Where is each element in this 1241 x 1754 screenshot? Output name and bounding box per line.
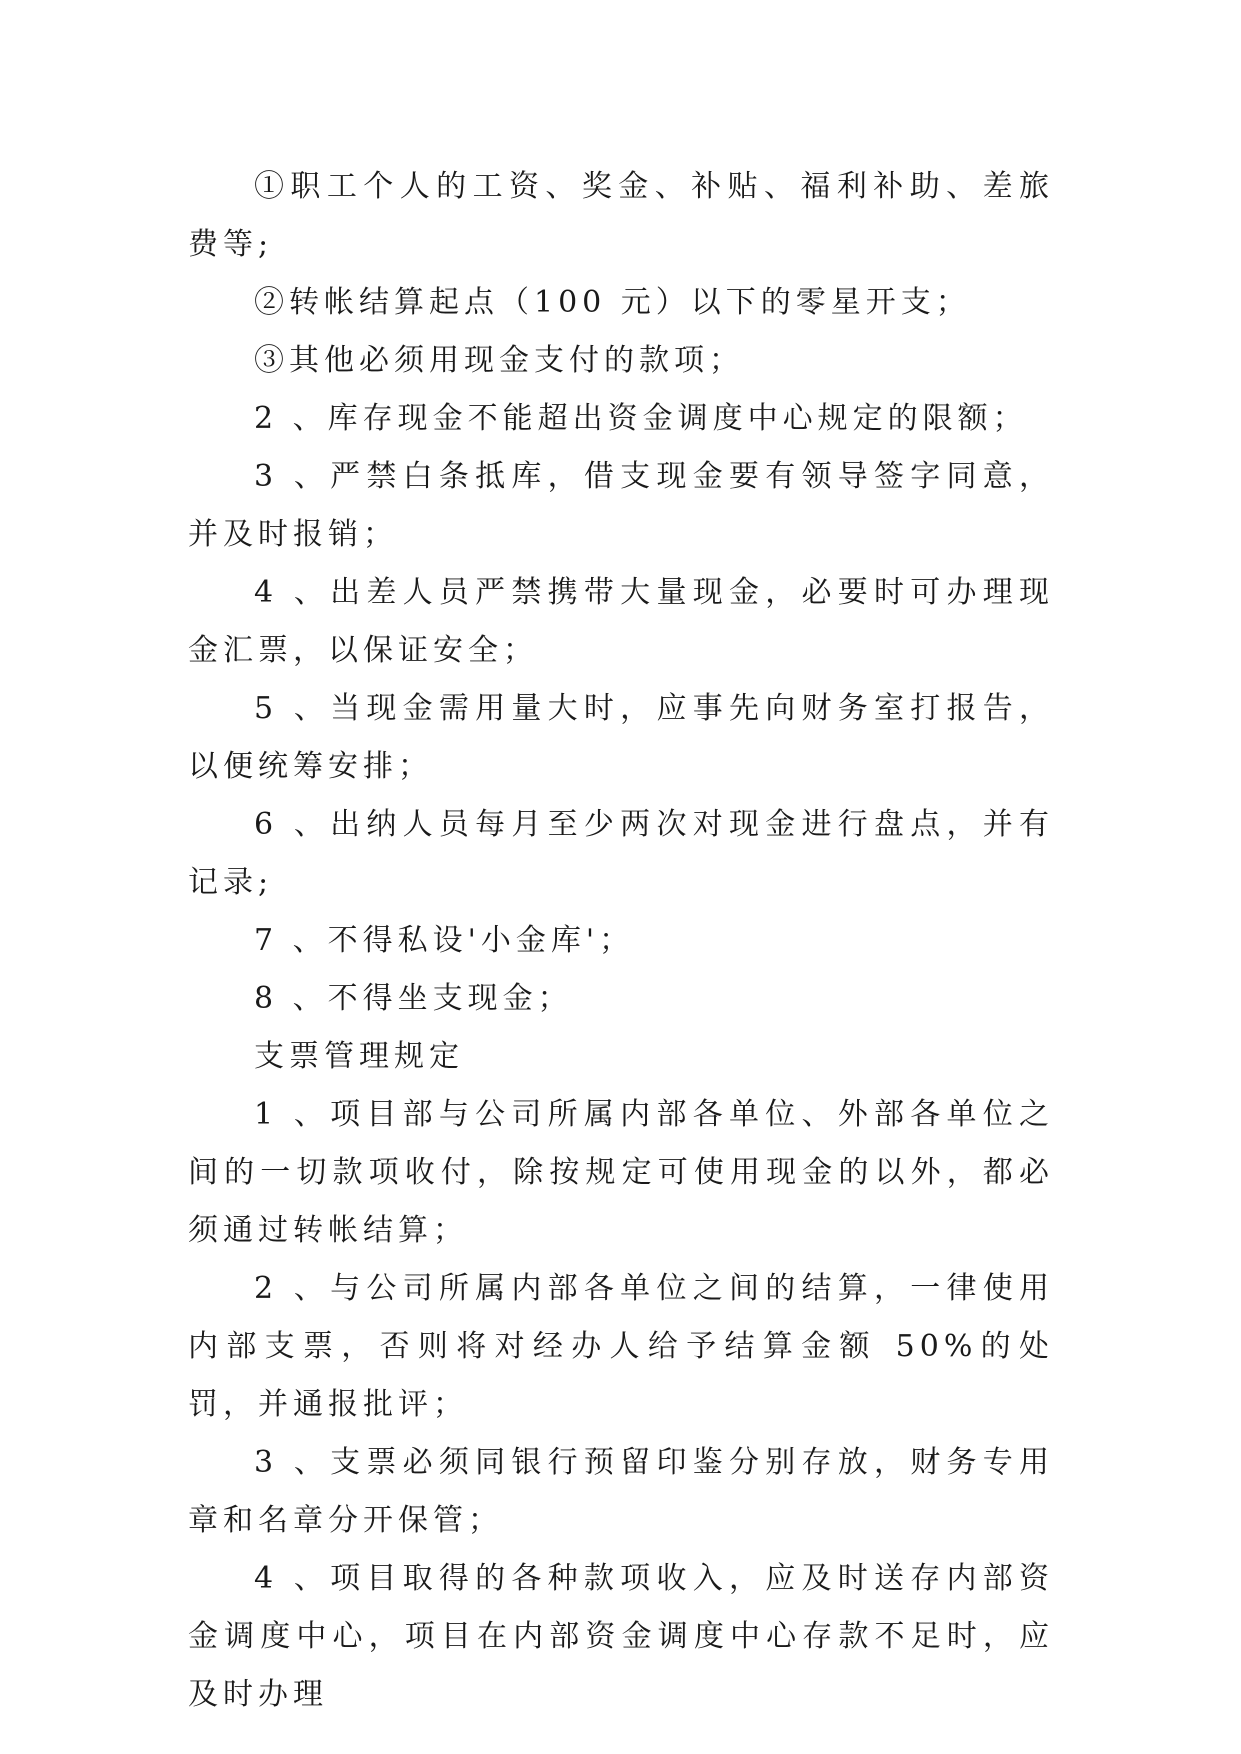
- paragraph-rule-6: 6 、出纳人员每月至少两次对现金进行盘点，并有记录;: [188, 807, 1054, 900]
- document-body: [188, 158, 1054, 1724]
- paragraph-cheque-2: 2 、与公司所属内部各单位之间的结算，一律使用内部支票，否则将对经办人给予结算金额 50%的处罚，并通报批评；: [188, 1271, 1054, 1422]
- paragraph-item-1: ①职工个人的工资、奖金、补贴、福利补助、差旅费等;: [188, 169, 1054, 262]
- paragraph-rule-4: 4 、出差人员严禁携带大量现金，必要时可办理现金汇票，以保证安全；: [188, 575, 1054, 668]
- paragraph-item-3: ③其他必须用现金支付的款项；: [254, 343, 744, 378]
- paragraph-rule-8: 8 、不得坐支现金；: [254, 981, 573, 1016]
- paragraph-cheque-3: 3 、支票必须同银行预留印鉴分别存放，财务专用章和名章分开保管；: [188, 1445, 1054, 1538]
- paragraph-cheque-1: 1 、项目部与公司所属内部各单位、外部各单位之间的一切款项收付，除按规定可使用现金的以外，都必须通过转帐结算；: [188, 1097, 1054, 1248]
- paragraph-rule-5: 5 、当现金需用量大时，应事先向财务室打报告，以便统筹安排；: [188, 691, 1054, 784]
- paragraph-cheque-4: 4 、项目取得的各种款项收入，应及时送存内部资金调度中心，项目在内部资金调度中心存款不足时，应及时办理: [188, 1561, 1054, 1712]
- paragraph-item-2: ②转帐结算起点（100 元）以下的零星开支；: [254, 285, 971, 320]
- paragraph-rule-7: 7 、不得私设'小金库'；: [254, 923, 635, 958]
- section-heading: 支票管理规定: [254, 1039, 464, 1074]
- paragraph-rule-2: 2 、库存现金不能超出资金调度中心规定的限额；: [254, 401, 1028, 436]
- paragraph-rule-3: 3 、严禁白条抵库，借支现金要有领导签字同意，并及时报销；: [188, 459, 1054, 552]
